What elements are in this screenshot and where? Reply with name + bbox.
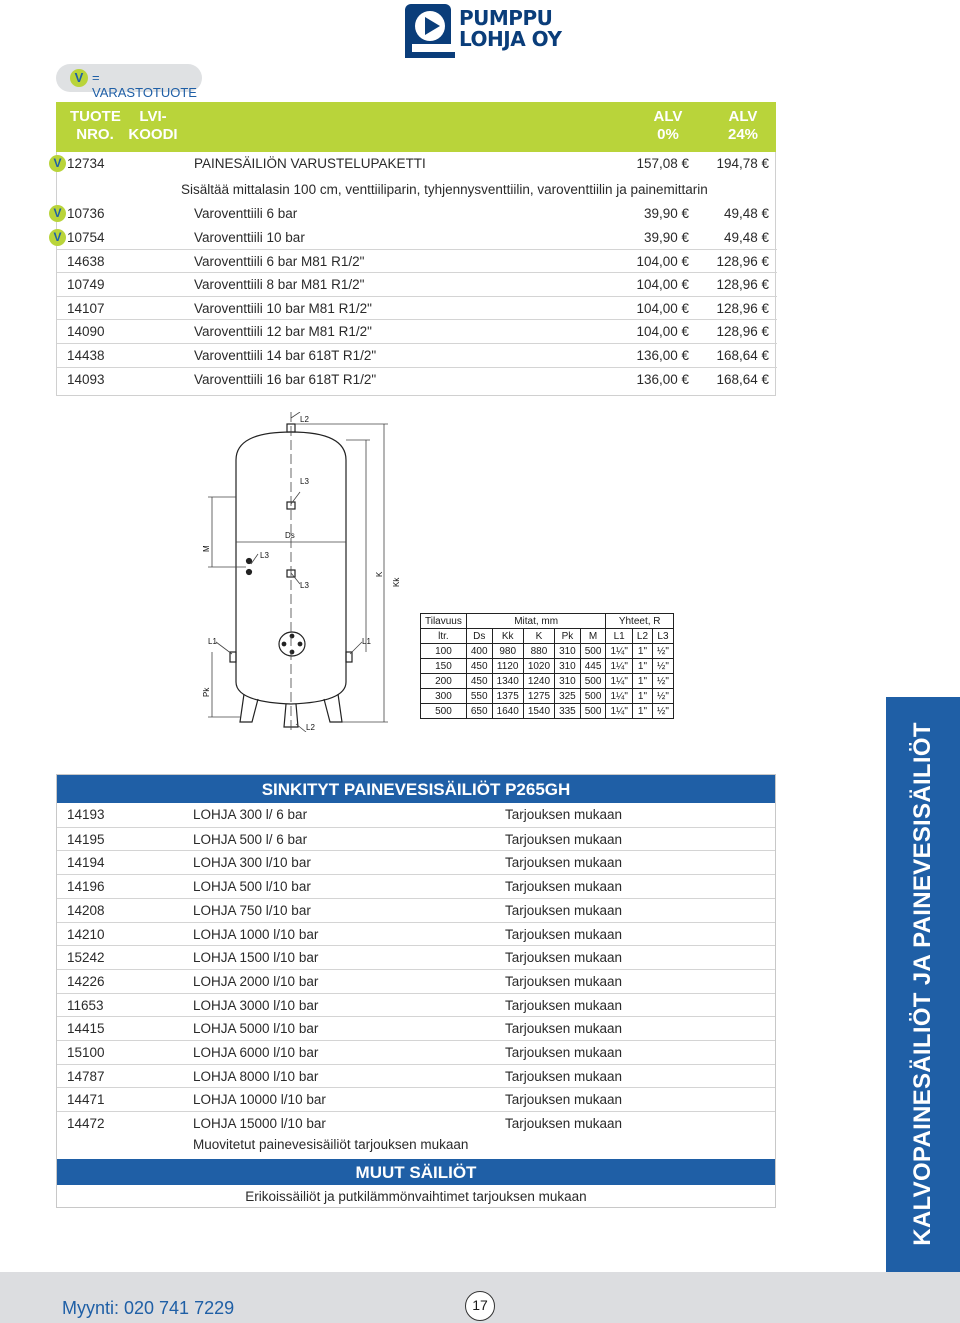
price-alv-0: 104,00 € bbox=[636, 301, 689, 316]
product-price: Tarjouksen mukaan bbox=[505, 974, 623, 989]
stock-badge-icon: V bbox=[49, 229, 66, 246]
table-row bbox=[57, 922, 775, 946]
product-code: 15100 bbox=[67, 1045, 105, 1060]
section-side-tab bbox=[886, 697, 960, 1272]
dim-sub-header: M bbox=[580, 629, 606, 644]
product-code: 14787 bbox=[67, 1069, 105, 1084]
section-title: SINKITYT PAINEVESISÄILIÖT P265GH bbox=[57, 775, 775, 803]
dim-cell: 1" bbox=[632, 704, 652, 719]
product-name: Varoventtiili 6 bar M81 R1/2" bbox=[194, 254, 365, 269]
product-code: 14193 bbox=[67, 807, 105, 822]
dim-cell: 550 bbox=[466, 689, 492, 704]
product-price: Tarjouksen mukaan bbox=[505, 998, 623, 1013]
product-price: Tarjouksen mukaan bbox=[505, 1092, 623, 1107]
product-name: LOHJA 500 l/ 6 bar bbox=[193, 832, 308, 847]
other-tanks-title: MUUT SÄILIÖT bbox=[57, 1159, 775, 1185]
product-name: Varoventtiili 12 bar M81 R1/2" bbox=[194, 324, 372, 339]
table-row bbox=[57, 898, 775, 922]
dim-cell: 1¼" bbox=[606, 704, 632, 719]
product-name: Varoventtiili 16 bar 618T R1/2" bbox=[194, 372, 377, 387]
table-row bbox=[421, 674, 674, 689]
product-name: LOHJA 6000 l/10 bar bbox=[193, 1045, 319, 1060]
table-row bbox=[57, 827, 775, 851]
product-price: Tarjouksen mukaan bbox=[505, 1021, 623, 1036]
product-name: Varoventtiili 10 bar bbox=[194, 230, 305, 245]
product-code: 14107 bbox=[67, 301, 105, 316]
product-name: LOHJA 750 l/10 bar bbox=[193, 903, 311, 918]
header-tuote-nro: TUOTE NRO. bbox=[70, 108, 121, 143]
dim-cell: 1540 bbox=[523, 704, 554, 719]
dim-group-tilavuus: Tilavuus bbox=[421, 614, 467, 629]
dim-sub-header: Ds bbox=[466, 629, 492, 644]
product-price: Tarjouksen mukaan bbox=[505, 855, 623, 870]
product-price: Tarjouksen mukaan bbox=[505, 927, 623, 942]
product-price: Tarjouksen mukaan bbox=[505, 807, 623, 822]
product-name: LOHJA 3000 l/10 bar bbox=[193, 998, 319, 1013]
price-alv-24: 168,64 € bbox=[716, 372, 769, 387]
dim-cell: ½" bbox=[653, 704, 674, 719]
sales-phone: Myynti: 020 741 7229 bbox=[62, 1298, 235, 1318]
price-alv-0: 157,08 € bbox=[636, 156, 689, 171]
label-ds: Ds bbox=[285, 531, 295, 540]
dim-cell: ½" bbox=[653, 644, 674, 659]
table-row bbox=[57, 969, 775, 993]
price-alv-0: 136,00 € bbox=[636, 348, 689, 363]
label-pk: Pk bbox=[202, 687, 211, 697]
product-price: Tarjouksen mukaan bbox=[505, 1116, 623, 1131]
logo-wordmark bbox=[459, 8, 561, 50]
table-row bbox=[421, 659, 674, 674]
table-row bbox=[421, 704, 674, 719]
price-alv-0: 39,90 € bbox=[643, 206, 689, 221]
product-price: Tarjouksen mukaan bbox=[505, 832, 623, 847]
product-code: 10749 bbox=[67, 277, 105, 292]
product-code: 14196 bbox=[67, 879, 105, 894]
plastic-coated-note: Muovitetut painevesisäiliöt tarjouksen mukaan bbox=[193, 1137, 469, 1152]
stock-legend bbox=[56, 64, 202, 100]
product-name: LOHJA 15000 l/10 bar bbox=[193, 1116, 326, 1131]
dim-group-yhteet: Yhteet, R bbox=[606, 614, 673, 629]
dim-cell: 335 bbox=[555, 704, 581, 719]
package-note bbox=[181, 178, 781, 201]
label-m: M bbox=[202, 545, 211, 552]
table-row bbox=[421, 629, 674, 644]
price-alv-0: 104,00 € bbox=[636, 277, 689, 292]
product-name: LOHJA 300 l/10 bar bbox=[193, 855, 311, 870]
price-alv-0: 39,90 € bbox=[643, 230, 689, 245]
product-code: 14472 bbox=[67, 1116, 105, 1131]
dim-cell: 450 bbox=[466, 674, 492, 689]
product-code: 11653 bbox=[67, 998, 104, 1013]
product-code: 14638 bbox=[67, 254, 105, 269]
product-code: 14090 bbox=[67, 324, 105, 339]
dim-cell: 150 bbox=[421, 659, 467, 674]
table-row bbox=[53, 226, 777, 249]
stock-badge-icon: V bbox=[49, 155, 66, 172]
product-name: LOHJA 2000 l/10 bar bbox=[193, 974, 319, 989]
dim-cell: 325 bbox=[555, 689, 581, 704]
table-row bbox=[421, 644, 674, 659]
table-row bbox=[57, 1016, 775, 1040]
dim-sub-header: L2 bbox=[632, 629, 652, 644]
table-row bbox=[421, 614, 674, 629]
product-price: Tarjouksen mukaan bbox=[505, 1069, 623, 1084]
product-name: LOHJA 300 l/ 6 bar bbox=[193, 807, 308, 822]
product-price: Tarjouksen mukaan bbox=[505, 879, 623, 894]
product-name: LOHJA 8000 l/10 bar bbox=[193, 1069, 319, 1084]
legend-text: = VARASTOTUOTE bbox=[92, 70, 197, 100]
table-row bbox=[57, 803, 775, 827]
price-alv-24: 128,96 € bbox=[716, 324, 769, 339]
dim-cell: 1240 bbox=[523, 674, 554, 689]
page-footer bbox=[0, 1272, 960, 1323]
dim-cell: 500 bbox=[580, 674, 606, 689]
product-name: PAINESÄILIÖN VARUSTELUPAKETTI bbox=[194, 156, 426, 171]
product-code: 10736 bbox=[67, 206, 105, 221]
product-code: 10754 bbox=[67, 230, 105, 245]
table-row bbox=[57, 1087, 775, 1111]
price-alv-24: 128,96 € bbox=[716, 301, 769, 316]
product-price: Tarjouksen mukaan bbox=[505, 903, 623, 918]
product-code: 14093 bbox=[67, 372, 105, 387]
dim-cell: 1375 bbox=[492, 689, 523, 704]
product-code: 12734 bbox=[67, 156, 105, 171]
table-row bbox=[57, 1064, 775, 1088]
table-row bbox=[57, 850, 775, 874]
product-name: LOHJA 1500 l/10 bar bbox=[193, 950, 319, 965]
logo-line-2: LOHJA OY bbox=[459, 27, 562, 51]
stock-badge-icon: V bbox=[70, 69, 88, 87]
dim-cell: 310 bbox=[555, 659, 581, 674]
label-l3-top: L3 bbox=[300, 477, 309, 486]
price-alv-0: 136,00 € bbox=[636, 372, 689, 387]
table-row bbox=[57, 874, 775, 898]
product-code: 14471 bbox=[67, 1092, 105, 1107]
product-code: 15242 bbox=[67, 950, 105, 965]
dim-cell: 1340 bbox=[492, 674, 523, 689]
product-name: LOHJA 500 l/10 bar bbox=[193, 879, 311, 894]
table-row bbox=[57, 272, 777, 295]
price-alv-24: 194,78 € bbox=[716, 156, 769, 171]
product-name: LOHJA 10000 l/10 bar bbox=[193, 1092, 326, 1107]
table-row bbox=[57, 319, 777, 342]
price-alv-0: 104,00 € bbox=[636, 324, 689, 339]
price-alv-24: 168,64 € bbox=[716, 348, 769, 363]
price-alv-0: 104,00 € bbox=[636, 254, 689, 269]
dim-cell: 1640 bbox=[492, 704, 523, 719]
dim-cell: 450 bbox=[466, 659, 492, 674]
pumppu-logo-icon bbox=[405, 4, 455, 58]
dim-cell: 310 bbox=[555, 674, 581, 689]
product-name: Varoventtiili 10 bar M81 R1/2" bbox=[194, 301, 372, 316]
table-row bbox=[53, 152, 777, 175]
price-table-header bbox=[56, 102, 776, 152]
dim-cell: ½" bbox=[653, 674, 674, 689]
dim-cell: 1" bbox=[632, 659, 652, 674]
dim-sub-header: K bbox=[523, 629, 554, 644]
dim-cell: 500 bbox=[580, 704, 606, 719]
product-name: Varoventtiili 6 bar bbox=[194, 206, 298, 221]
dim-cell: 1" bbox=[632, 674, 652, 689]
logo-line-1: PUMPPU bbox=[459, 6, 553, 30]
dim-cell: 1¼" bbox=[606, 659, 632, 674]
product-code: 14415 bbox=[67, 1021, 105, 1036]
price-alv-24: 128,96 € bbox=[716, 254, 769, 269]
dim-cell: 1" bbox=[632, 644, 652, 659]
label-l1-left: L1 bbox=[208, 637, 217, 646]
table-row bbox=[53, 202, 777, 225]
header-alv-24: ALV 24% bbox=[727, 108, 759, 143]
galvanized-tanks-section bbox=[56, 774, 776, 1208]
dim-cell: 500 bbox=[421, 704, 467, 719]
table-row bbox=[57, 367, 777, 390]
dim-cell: ½" bbox=[653, 689, 674, 704]
dim-sub-header: ltr. bbox=[421, 629, 467, 644]
label-l1-right: L1 bbox=[362, 637, 371, 646]
table-row bbox=[57, 1111, 775, 1135]
price-table bbox=[53, 152, 776, 396]
dim-cell: ½" bbox=[653, 659, 674, 674]
dim-cell: 500 bbox=[580, 644, 606, 659]
product-code: 14226 bbox=[67, 974, 105, 989]
dim-sub-header: Kk bbox=[492, 629, 523, 644]
product-code: 14208 bbox=[67, 903, 105, 918]
tank-drawing bbox=[196, 412, 406, 732]
product-name: Varoventtiili 8 bar M81 R1/2" bbox=[194, 277, 365, 292]
dimensions-table bbox=[420, 613, 674, 719]
label-l3-mid: L3 bbox=[300, 581, 309, 590]
dim-cell: 100 bbox=[421, 644, 467, 659]
table-row bbox=[57, 993, 775, 1017]
product-code: 14438 bbox=[67, 348, 105, 363]
dim-cell: 980 bbox=[492, 644, 523, 659]
side-tab-label: KALVOPAINESÄILIÖT JA PAINEVESISÄILIÖT bbox=[909, 722, 936, 1246]
dim-cell: 1120 bbox=[492, 659, 523, 674]
dim-cell: 1" bbox=[632, 689, 652, 704]
dim-cell: 1¼" bbox=[606, 689, 632, 704]
label-k: K bbox=[375, 571, 384, 577]
product-code: 14194 bbox=[67, 855, 105, 870]
dim-sub-header: L1 bbox=[606, 629, 632, 644]
table-row bbox=[57, 1040, 775, 1064]
dim-cell: 880 bbox=[523, 644, 554, 659]
label-kk: Kk bbox=[392, 577, 401, 587]
product-price: Tarjouksen mukaan bbox=[505, 1045, 623, 1060]
header-alv-0: ALV 0% bbox=[653, 108, 683, 143]
dim-cell: 1¼" bbox=[606, 674, 632, 689]
label-l2-bottom: L2 bbox=[306, 723, 315, 732]
price-alv-24: 128,96 € bbox=[716, 277, 769, 292]
label-l2-top: L2 bbox=[300, 415, 309, 424]
dim-cell: 1¼" bbox=[606, 644, 632, 659]
dim-cell: 200 bbox=[421, 674, 467, 689]
table-row bbox=[57, 296, 777, 319]
label-l3-left: L3 bbox=[260, 551, 269, 560]
dim-cell: 445 bbox=[580, 659, 606, 674]
dim-cell: 400 bbox=[466, 644, 492, 659]
dim-cell: 500 bbox=[580, 689, 606, 704]
price-alv-24: 49,48 € bbox=[723, 206, 769, 221]
product-name: LOHJA 1000 l/10 bar bbox=[193, 927, 319, 942]
stock-badge-icon: V bbox=[49, 205, 66, 222]
page-number: 17 bbox=[465, 1291, 495, 1321]
dim-group-mitat: Mitat, mm bbox=[466, 614, 606, 629]
product-code: 14210 bbox=[67, 927, 105, 942]
dim-cell: 300 bbox=[421, 689, 467, 704]
table-row bbox=[57, 343, 777, 366]
table-row bbox=[421, 689, 674, 704]
product-name: Varoventtiili 14 bar 618T R1/2" bbox=[194, 348, 377, 363]
price-alv-24: 49,48 € bbox=[723, 230, 769, 245]
table-row bbox=[57, 945, 775, 969]
dim-sub-header: Pk bbox=[555, 629, 581, 644]
dim-cell: 650 bbox=[466, 704, 492, 719]
dim-cell: 310 bbox=[555, 644, 581, 659]
header-lvi-koodi: LVI- KOODI bbox=[128, 108, 178, 143]
table-row bbox=[57, 249, 777, 272]
company-logo bbox=[405, 4, 565, 58]
dim-cell: 1275 bbox=[523, 689, 554, 704]
package-note-text: Sisältää mittalasin 100 cm, venttiiliparin, tyhjennysventtiilin, varoventtiilin ja painemittarin bbox=[181, 182, 708, 197]
product-name: LOHJA 5000 l/10 bar bbox=[193, 1021, 319, 1036]
special-tanks-note: Erikoissäiliöt ja putkilämmönvaihtimet tarjouksen mukaan bbox=[245, 1189, 587, 1204]
product-code: 14195 bbox=[67, 832, 105, 847]
dim-sub-header: L3 bbox=[653, 629, 674, 644]
product-price: Tarjouksen mukaan bbox=[505, 950, 623, 965]
dim-cell: 1020 bbox=[523, 659, 554, 674]
